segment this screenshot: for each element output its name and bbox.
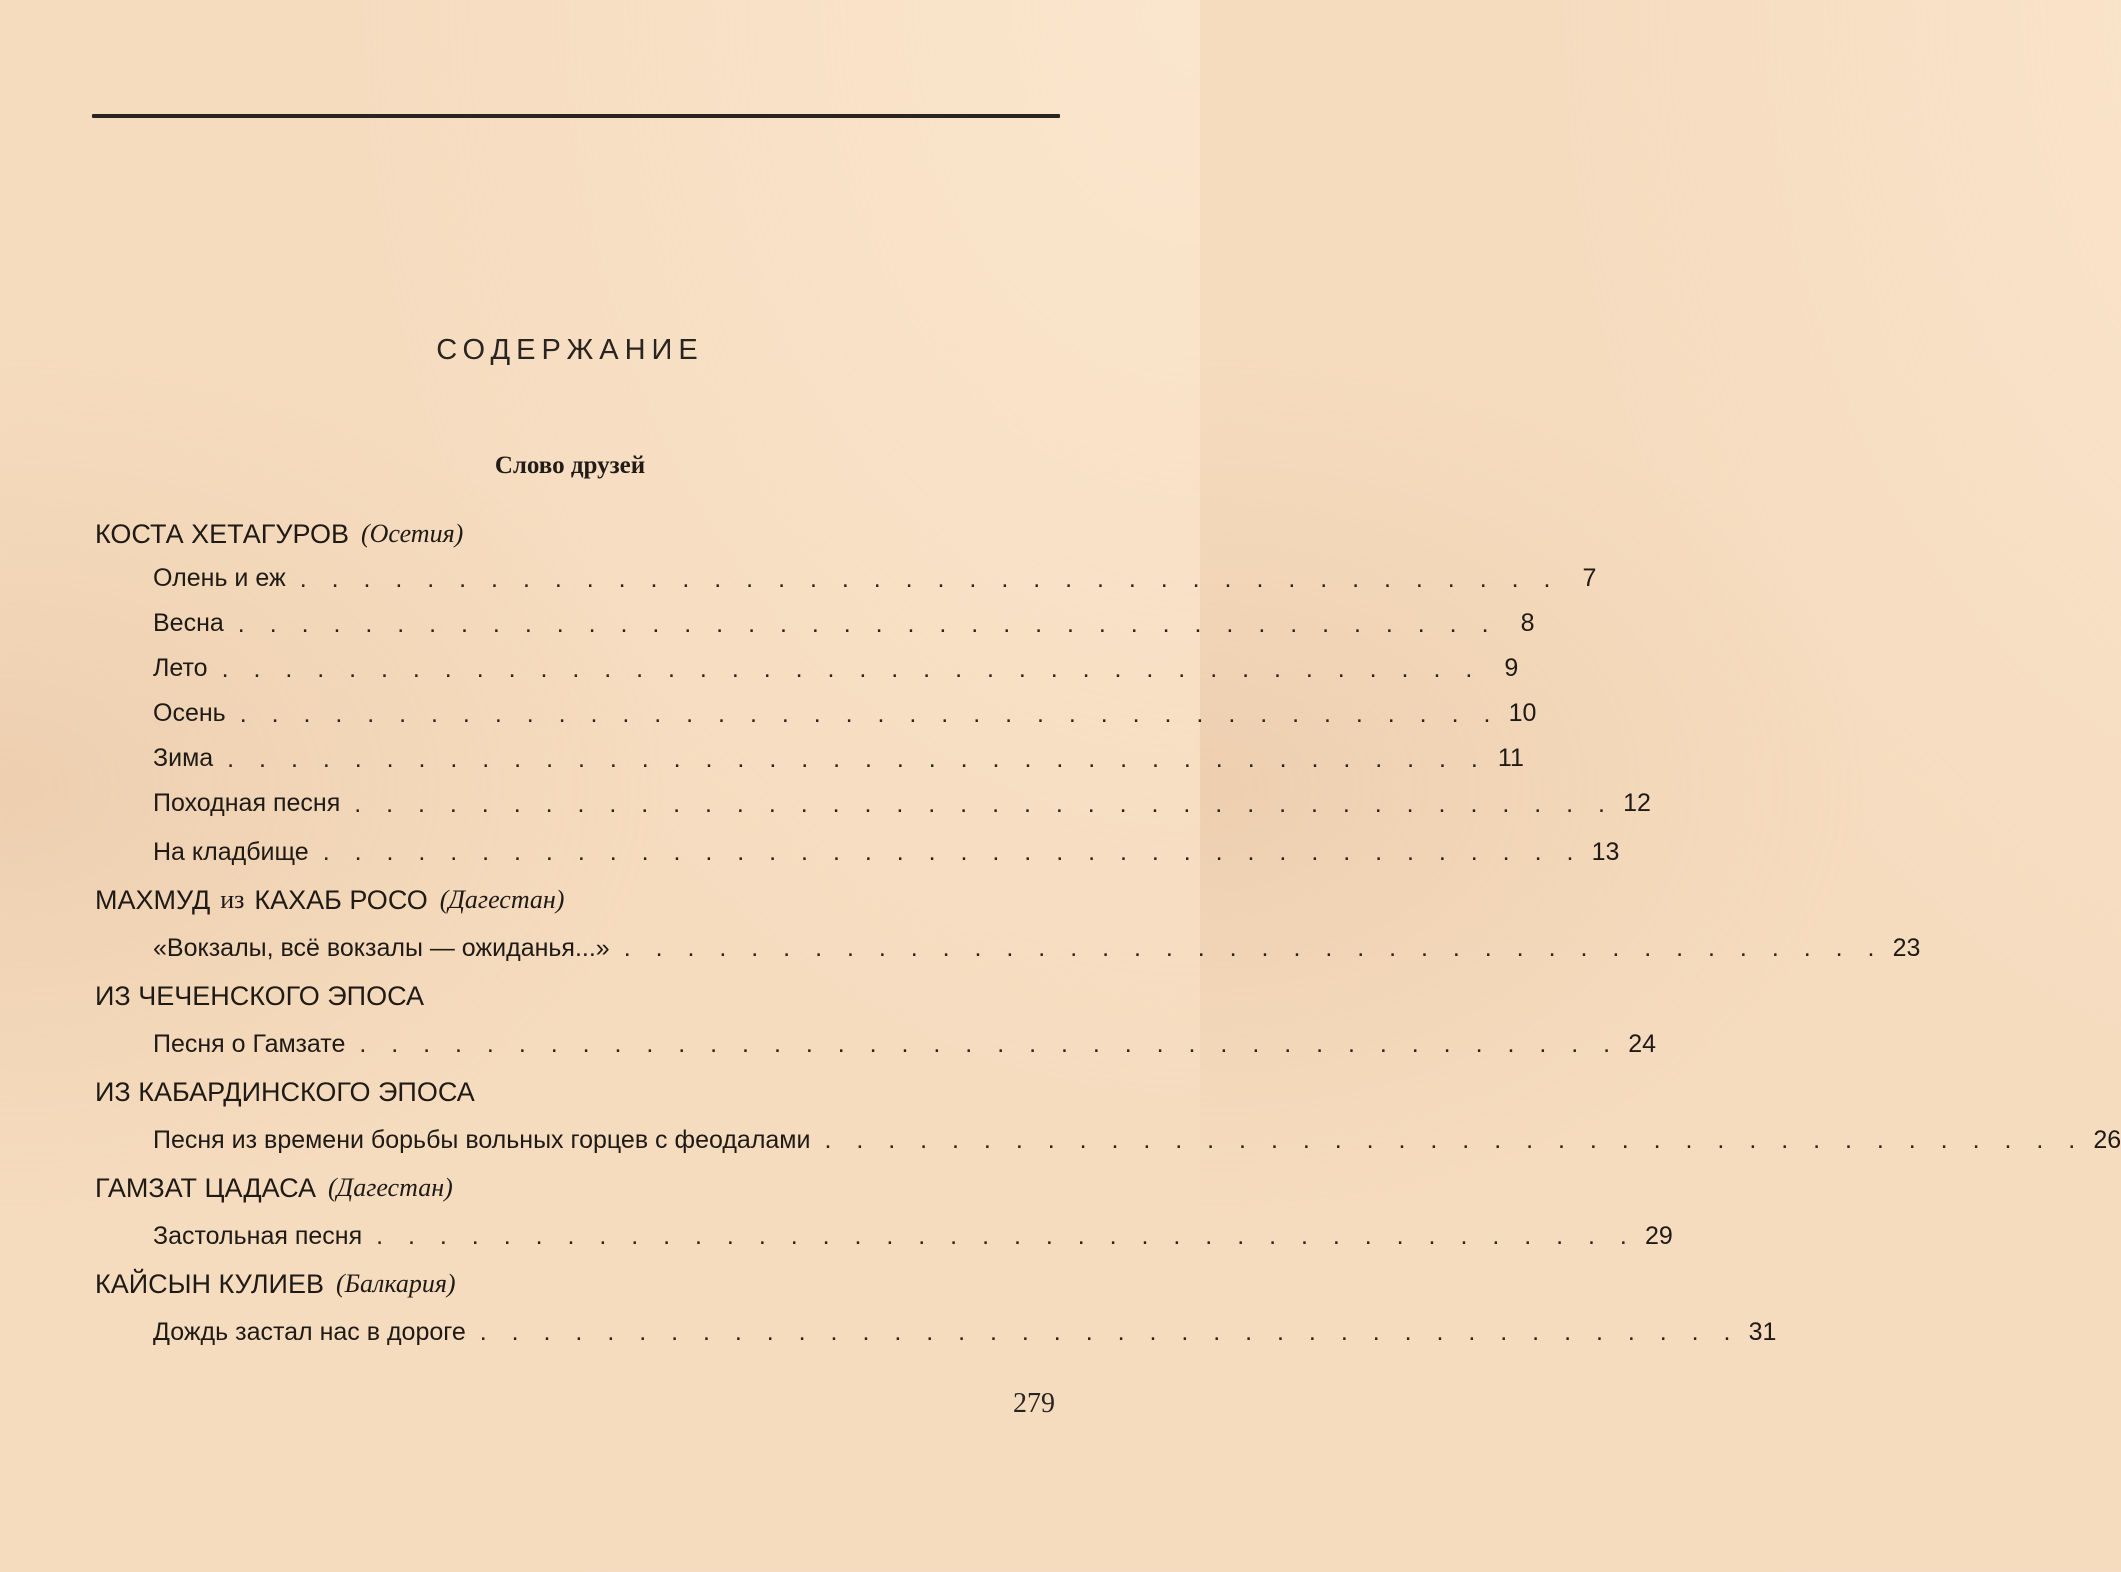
dot-leader: . . . . . . . . . . . . . . . . . . . . . . . . . . . . . . . . . . . . . . . . bbox=[479, 1318, 1731, 1346]
author-name: ИЗ КАБАРДИНСКОГО ЭПОСА bbox=[95, 1076, 475, 1107]
dot-leader: . . . . . . . . . . . . . . . . . . . . . . . . . . . . . . . . . . . . . . . . bbox=[359, 1030, 1611, 1058]
toc-entry[interactable] bbox=[95, 1018, 1657, 1070]
entry-title: Песня о Гамзате bbox=[153, 1029, 346, 1058]
toc-entry[interactable] bbox=[95, 826, 1620, 878]
author-name: ГАМЗАТ ЦАДАСА bbox=[95, 1172, 317, 1203]
author-name: КОСТА ХЕТАГУРОВ bbox=[95, 518, 349, 549]
toc-entry[interactable] bbox=[95, 691, 1537, 736]
entry-page: 9 bbox=[1504, 654, 1519, 682]
header-rule bbox=[92, 114, 1060, 118]
entry-title: Зима bbox=[153, 744, 214, 772]
author-region: (Осетия) bbox=[360, 519, 464, 548]
toc-entry[interactable] bbox=[95, 736, 1524, 781]
dot-leader: . . . . . . . . . . . . . . . . . . . . . . . . . . . . . . . . . . . . . . . . bbox=[299, 564, 1551, 593]
toc-author bbox=[95, 1166, 1060, 1210]
page-title: СОДЕРЖАНИЕ bbox=[436, 334, 704, 366]
author-region: (Балкария) bbox=[335, 1269, 456, 1298]
entry-page: 11 bbox=[1497, 744, 1524, 772]
entry-page: 13 bbox=[1591, 837, 1620, 866]
entry-title: Песня из времени борьбы вольных горцев с феодалами bbox=[153, 1125, 811, 1154]
toc-entry[interactable] bbox=[95, 556, 1597, 601]
section-title: Слово друзей bbox=[494, 452, 646, 479]
toc-entry[interactable] bbox=[95, 646, 1519, 691]
entry-title: Олень и еж bbox=[153, 564, 286, 592]
toc-entry[interactable] bbox=[95, 601, 1535, 646]
entry-title: «Вокзалы, всё вокзалы — ожиданья...» bbox=[153, 933, 610, 962]
dot-leader: . . . . . . . . . . . . . . . . . . . . . . . . . . . . . . . . . . . . . . . . bbox=[239, 699, 1491, 728]
toc-entry[interactable] bbox=[95, 1114, 2121, 1166]
entry-page: 24 bbox=[1628, 1029, 1657, 1058]
toc-entry[interactable] bbox=[95, 1210, 1673, 1262]
dot-leader: . . . . . . . . . . . . . . . . . . . . . . . . . . . . . . . . . . . . . . . . bbox=[322, 838, 1574, 866]
entry-title: Весна bbox=[153, 609, 224, 637]
author-name: КАЙСЫН КУЛИЕВ bbox=[95, 1268, 324, 1299]
entry-page: 31 bbox=[1748, 1317, 1777, 1346]
toc-author bbox=[95, 1070, 1060, 1114]
toc-author bbox=[95, 512, 1060, 556]
entry-title: Дождь застал нас в дороге bbox=[153, 1317, 466, 1346]
author-name-last: КАХАБ РОСО bbox=[254, 884, 428, 915]
dot-leader: . . . . . . . . . . . . . . . . . . . . . . . . . . . . . . . . . . . . . . . . bbox=[237, 609, 1489, 638]
dot-leader: . . . . . . . . . . . . . . . . . . . . . . . . . . . . . . . . . . . . . . . . bbox=[221, 654, 1473, 683]
toc-author bbox=[95, 974, 1060, 1018]
table-of-contents bbox=[95, 512, 2121, 1358]
author-name-first: МАХМУД bbox=[95, 884, 211, 915]
author-name: ИЗ ЧЕЧЕНСКОГО ЭПОСА bbox=[95, 980, 424, 1011]
entry-page: 7 bbox=[1582, 564, 1597, 592]
entry-page: 29 bbox=[1645, 1221, 1673, 1250]
entry-page: 10 bbox=[1508, 699, 1537, 727]
dot-leader: . . . . . . . . . . . . . . . . . . . . . . . . . . . . . . . . . . . . . . . . bbox=[354, 789, 1605, 818]
dot-leader: . . . . . . . . . . . . . . . . . . . . . . . . . . . . . . . . . . . . . . . . bbox=[824, 1126, 2076, 1154]
page-number: 279 bbox=[1013, 1388, 1055, 1419]
entry-title: Лето bbox=[153, 654, 208, 682]
entry-title: На кладбище bbox=[153, 837, 309, 866]
entry-page: 12 bbox=[1623, 789, 1651, 817]
dot-leader: . . . . . . . . . . . . . . . . . . . . . . . . . . . . . . . . . . . . . . . . bbox=[227, 744, 1478, 773]
entry-title: Походная песня bbox=[153, 789, 341, 817]
author-region: (Дагестан) bbox=[439, 885, 565, 914]
entry-page: 8 bbox=[1520, 609, 1535, 637]
dot-leader: . . . . . . . . . . . . . . . . . . . . . . . . . . . . . . . . . . . . . . . . bbox=[376, 1222, 1627, 1250]
toc-author bbox=[95, 1262, 1060, 1306]
entry-title: Осень bbox=[153, 699, 226, 727]
entry-page: 26 bbox=[2093, 1125, 2121, 1154]
toc-entry[interactable] bbox=[95, 922, 1921, 974]
dot-leader: . . . . . . . . . . . . . . . . . . . . . . . . . . . . . . . . . . . . . . . . bbox=[623, 934, 1875, 962]
entry-title: Застольная песня bbox=[153, 1221, 363, 1250]
author-name-connector: из bbox=[220, 885, 245, 914]
toc-author bbox=[95, 878, 1060, 922]
toc-entry[interactable] bbox=[95, 781, 1651, 826]
toc-entry[interactable] bbox=[95, 1306, 1777, 1358]
entry-page: 23 bbox=[1892, 933, 1921, 962]
author-region: (Дагестан) bbox=[328, 1173, 453, 1202]
